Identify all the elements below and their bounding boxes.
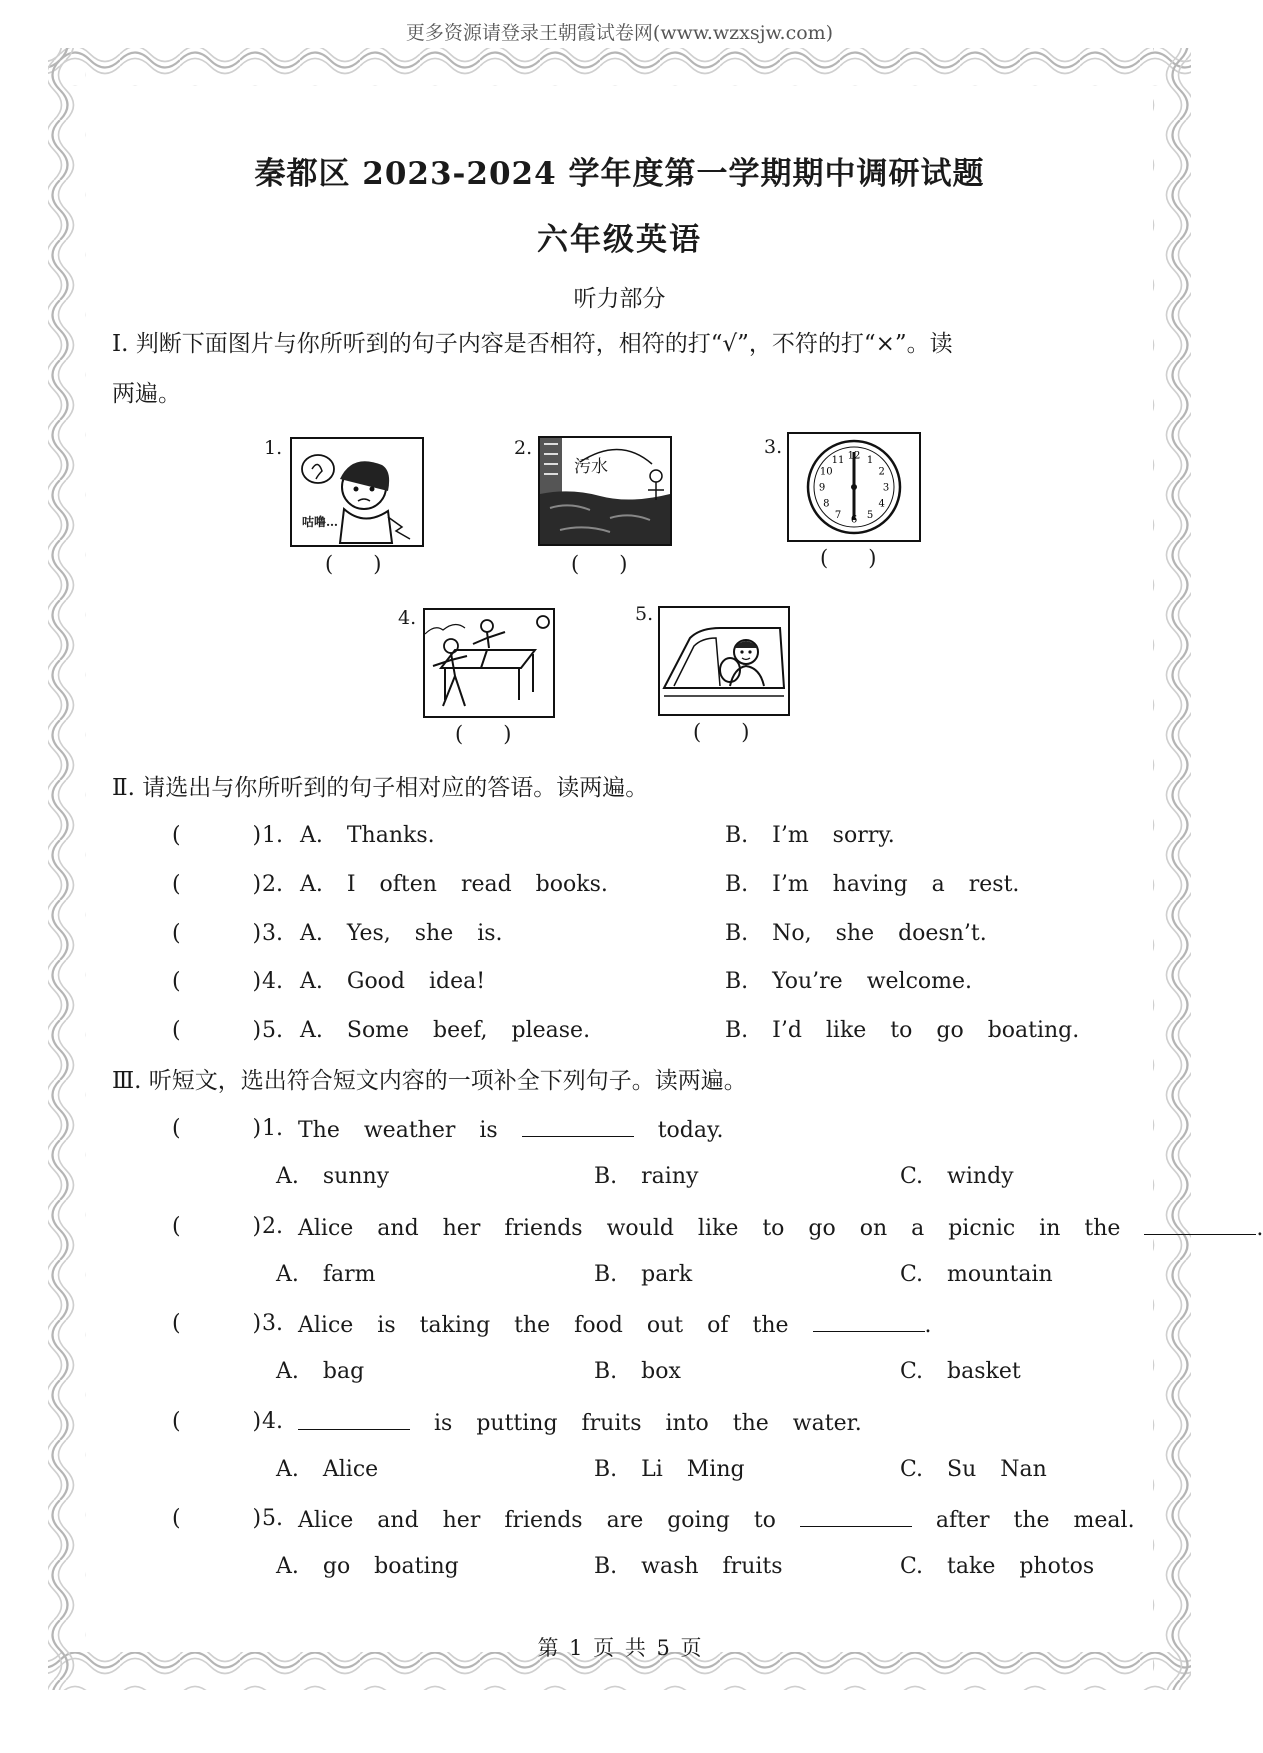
question-number: 1. xyxy=(262,823,283,848)
picture-5-answer-bracket[interactable]: ( ) xyxy=(693,720,750,744)
question-text: Alice and her friends are going to xyxy=(298,1508,776,1533)
picture-5 xyxy=(658,606,790,716)
option-a[interactable]: A. Some beef, please. xyxy=(300,1018,591,1043)
picture-4-number: 4. xyxy=(398,607,417,629)
answer-bracket[interactable]: ( ) xyxy=(172,1311,262,1336)
clock-number: 1 xyxy=(866,454,874,466)
clock-number: 8 xyxy=(823,498,830,510)
clock-number: 10 xyxy=(819,466,833,478)
option-a[interactable]: A. Alice xyxy=(276,1457,379,1482)
watermark: 更多资源请登录王朝霞试卷网(www.wzxsjw.com) xyxy=(405,22,834,44)
clock-number: 3 xyxy=(882,482,890,494)
answer-bracket[interactable]: ( ) xyxy=(172,1018,262,1043)
ping-pong-icon xyxy=(425,610,553,716)
clock-number: 2 xyxy=(878,466,885,478)
answer-bracket[interactable]: ( ) xyxy=(172,872,262,897)
picture-5-number: 5. xyxy=(635,603,654,625)
picture-4 xyxy=(423,608,555,718)
option-c[interactable]: C. windy xyxy=(900,1164,1014,1189)
picture-3 xyxy=(787,432,921,542)
clock-number: 6 xyxy=(850,514,858,526)
picture-3-answer-bracket[interactable]: ( ) xyxy=(820,546,877,570)
option-b[interactable]: B. I’d like to go boating. xyxy=(725,1018,1080,1043)
section1-instruction-line2: 两遍。 xyxy=(112,381,181,407)
option-a[interactable]: A. go boating xyxy=(276,1554,459,1579)
question-number: 3. xyxy=(262,921,283,946)
option-a[interactable]: A. farm xyxy=(276,1262,376,1287)
question-text: The weather is xyxy=(298,1118,498,1143)
picture-1-answer-bracket[interactable]: ( ) xyxy=(325,552,382,576)
answer-blank[interactable] xyxy=(1144,1214,1256,1235)
section1-instruction-line1: Ⅰ. 判断下面图片与你所听到的句子内容是否相符，相符的打“√”，不符的打“×”。读 xyxy=(112,331,953,357)
question-number: 2. xyxy=(262,872,283,897)
section2-instruction: Ⅱ. 请选出与你所听到的句子相对应的答语。读两遍。 xyxy=(112,775,649,801)
question-number: 4. xyxy=(262,969,283,994)
question-number: 1. xyxy=(262,1116,283,1141)
option-b[interactable]: B. park xyxy=(594,1262,693,1287)
option-a[interactable]: A. bag xyxy=(276,1359,365,1384)
answer-bracket[interactable]: ( ) xyxy=(172,921,262,946)
question-stem xyxy=(298,1506,1135,1533)
exam-title: 秦都区 2023-2024 学年度第一学期期中调研试题 xyxy=(254,156,985,192)
question-stem xyxy=(298,1409,862,1436)
exam-subtitle: 六年级英语 xyxy=(537,222,702,258)
question-text-end: after the meal. xyxy=(935,1508,1135,1533)
clock-number: 7 xyxy=(834,510,842,522)
option-b[interactable]: B. I’m sorry. xyxy=(725,823,895,848)
question-stem xyxy=(298,1311,932,1338)
option-b[interactable]: B. box xyxy=(594,1359,681,1384)
option-b[interactable]: B. wash fruits xyxy=(594,1554,783,1579)
clock-icon xyxy=(789,434,919,540)
option-b[interactable]: B. No, she doesn’t. xyxy=(725,921,987,946)
question-stem xyxy=(298,1214,1263,1241)
question-text-end: . xyxy=(1256,1216,1263,1241)
clock-number: 9 xyxy=(818,482,826,494)
option-b[interactable]: B. You’re welcome. xyxy=(725,969,973,994)
answer-bracket[interactable]: ( ) xyxy=(172,969,262,994)
clock-number: 12 xyxy=(847,450,861,462)
answer-blank[interactable] xyxy=(522,1116,634,1137)
option-c[interactable]: C. basket xyxy=(900,1359,1021,1384)
question-number: 3. xyxy=(262,1311,283,1336)
question-number: 5. xyxy=(262,1506,283,1531)
option-c[interactable]: C. take photos xyxy=(900,1554,1095,1579)
option-c[interactable]: C. mountain xyxy=(900,1262,1053,1287)
option-c[interactable]: C. Su Nan xyxy=(900,1457,1047,1482)
answer-bracket[interactable]: ( ) xyxy=(172,823,262,848)
question-number: 5. xyxy=(262,1018,283,1043)
option-a[interactable]: A. Yes, she is. xyxy=(300,921,503,946)
option-b[interactable]: B. rainy xyxy=(594,1164,699,1189)
man-driving-car-icon xyxy=(660,608,788,714)
answer-bracket[interactable]: ( ) xyxy=(172,1506,262,1531)
picture-2 xyxy=(538,436,672,546)
option-a[interactable]: A. Good idea! xyxy=(300,969,486,994)
section3-instruction: Ⅲ. 听短文，选出符合短文内容的一项补全下列句子。读两遍。 xyxy=(112,1068,747,1094)
clock-number: 11 xyxy=(831,454,845,466)
question-number: 2. xyxy=(262,1214,283,1239)
option-b[interactable]: B. I’m having a rest. xyxy=(725,872,1020,897)
page-footer: 第 1 页 共 5 页 xyxy=(537,1636,702,1660)
option-a[interactable]: A. sunny xyxy=(276,1164,390,1189)
picture-1-number: 1. xyxy=(264,437,283,459)
option-b[interactable]: B. Li Ming xyxy=(594,1457,745,1482)
question-text: Alice and her friends would like to go on a picnic in the xyxy=(298,1216,1121,1241)
answer-blank[interactable] xyxy=(813,1311,925,1332)
option-a[interactable]: A. Thanks. xyxy=(300,823,435,848)
question-number: 4. xyxy=(262,1409,283,1434)
picture-2-answer-bracket[interactable]: ( ) xyxy=(571,552,628,576)
answer-bracket[interactable]: ( ) xyxy=(172,1214,262,1239)
picture-2-caption: 污水 xyxy=(574,457,608,477)
part-heading: 听力部分 xyxy=(573,286,666,312)
picture-1-caption: 咕噜… xyxy=(302,515,339,529)
option-a[interactable]: A. I often read books. xyxy=(300,872,608,897)
picture-1 xyxy=(290,437,424,547)
answer-bracket[interactable]: ( ) xyxy=(172,1116,262,1141)
answer-blank[interactable] xyxy=(298,1409,410,1430)
answer-blank[interactable] xyxy=(800,1506,912,1527)
picture-3-number: 3. xyxy=(764,436,783,458)
question-stem xyxy=(298,1116,723,1143)
question-text-end: is putting fruits into the water. xyxy=(434,1411,862,1436)
picture-4-answer-bracket[interactable]: ( ) xyxy=(455,722,512,746)
question-text-end: . xyxy=(924,1313,932,1338)
question-text: Alice is taking the food out of the xyxy=(298,1313,789,1338)
picture-2-number: 2. xyxy=(514,437,533,459)
answer-bracket[interactable]: ( ) xyxy=(172,1409,262,1434)
clock-number: 4 xyxy=(878,498,885,510)
question-text-end: today. xyxy=(657,1118,724,1143)
clock-number: 5 xyxy=(866,510,874,522)
